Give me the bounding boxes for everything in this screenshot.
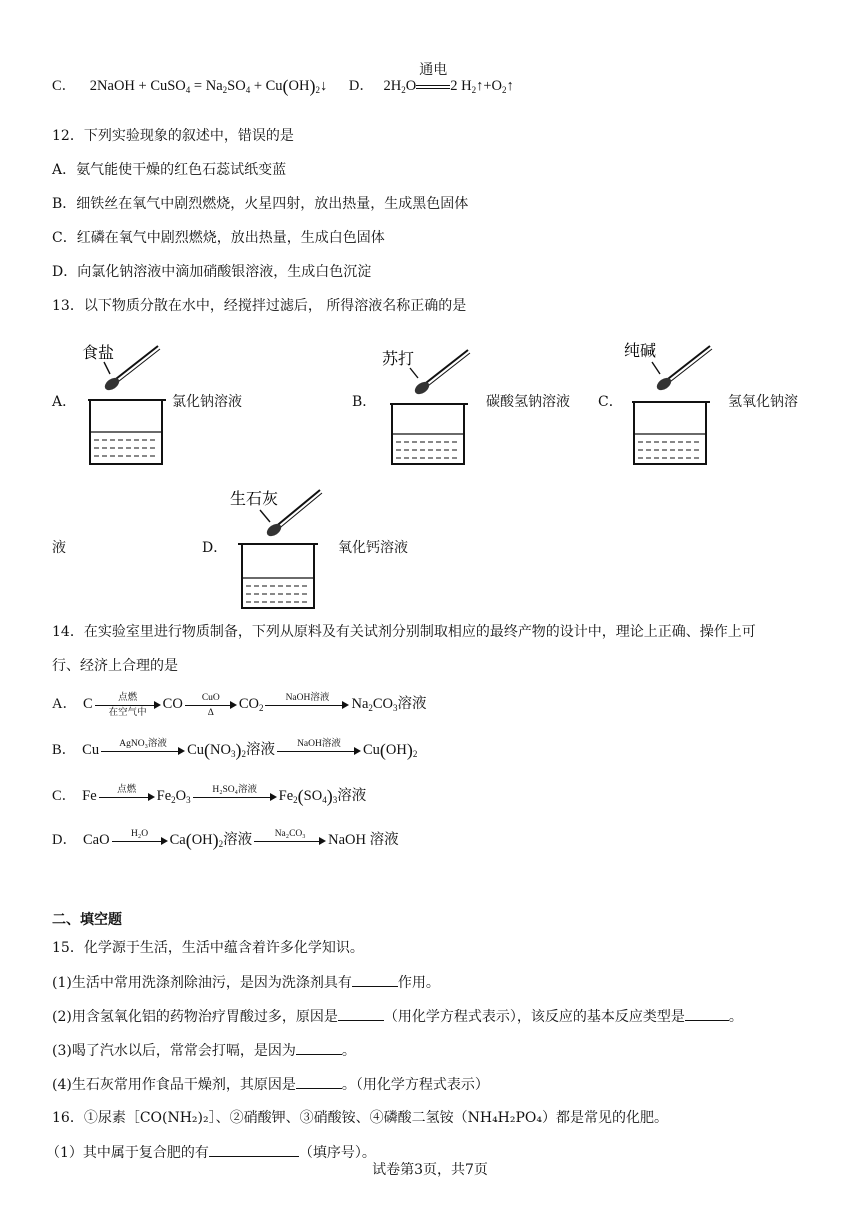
- q13-option-c-label: C．: [598, 394, 623, 410]
- q14-stem-line2: 行、经济上合理的是: [52, 658, 178, 674]
- answer-blank[interactable]: [685, 1006, 729, 1021]
- q15-stem: 15．化学源于生活，生活中蕴含着许多化学知识。: [52, 940, 364, 956]
- q13-option-c-solution: 氢氧化钠溶: [728, 394, 798, 410]
- q13-option-a-label: A．: [52, 394, 77, 410]
- figure-label-c: 纯碱: [624, 341, 657, 360]
- figure-label-a: 食盐: [82, 343, 115, 362]
- section-title-fill-in: 二、填空题: [52, 912, 122, 928]
- q16-stem: 16．①尿素［CO(NH₂)₂］、②硝酸钾、③硝酸铵、④磷酸二氢铵（NH₄H₂PO₄）都是常见的化肥。: [52, 1110, 669, 1126]
- answer-blank[interactable]: [296, 1040, 342, 1055]
- answer-blank[interactable]: [296, 1074, 342, 1089]
- page-footer: 试卷第3页，共7页: [372, 1162, 488, 1178]
- q14-option-d: D． CaO H₂O $Ca(OH)_2$溶液 Na₂CO₃ NaOH 溶液: [52, 828, 399, 850]
- q11-option-d-label: D．: [348, 78, 374, 94]
- q13-option-d-solution: 氧化钙溶液: [338, 540, 408, 556]
- q15-part4: (4)生石灰常用作食品干燥剂，其原因是 。（用化学方程式表示）: [52, 1074, 489, 1095]
- answer-blank[interactable]: [209, 1142, 299, 1157]
- q13-stem: 13．以下物质分散在水中，经搅拌过滤后， 所得溶液名称正确的是: [52, 298, 467, 314]
- q12-option-b: B．细铁丝在氧气中剧烈燃烧，火星四射，放出热量，生成黑色固体: [52, 196, 469, 212]
- q12-stem: 12．下列实验现象的叙述中，错误的是: [52, 128, 294, 144]
- q13-option-a-solution: 氯化钠溶液: [172, 394, 242, 410]
- beaker-figure-b: [380, 338, 475, 468]
- q11-options-line: [52, 62, 514, 100]
- q16-part1: （1）其中属于复合肥的有 （填序号）。: [46, 1142, 376, 1163]
- q11-option-c-label: C．: [52, 78, 77, 94]
- q15-part2: (2)用含氢氧化铝的药物治疗胃酸过多，原因是 （用化学方程式表示），该反应的基本反应类型是 。: [52, 1006, 743, 1027]
- q15-part1: (1)生活中常用洗涤剂除油污，是因为洗涤剂具有 作用。: [52, 972, 440, 993]
- q13-option-b-solution: 碳酸氢钠溶液: [486, 394, 570, 410]
- figure-label-d: 生石灰: [230, 489, 279, 508]
- beaker-figure-c: [622, 336, 717, 468]
- q13-option-d-label: D．: [202, 540, 228, 556]
- q14-option-c: C． Fe 点燃 $Fe_2O_3$ H₂SO₄溶液 $Fe_2(SO_4)_3$溶液: [52, 784, 367, 806]
- q11-option-c-equation: 2NaOH + CuSO$_4$ = $Na_2SO_4$ + $Cu(OH)_2↓$: [89, 76, 328, 96]
- q12-option-d: D．向氯化钠溶液中滴加硝酸银溶液，生成白色沉淀: [52, 264, 372, 280]
- q11-option-d-equation: $2H_2O$ 通电 2 $H_2↑+O_2↑$: [383, 62, 514, 95]
- q12-option-a: A．氨气能使干燥的红色石蕊试纸变蓝: [52, 162, 287, 178]
- beaker-figure-d: [228, 480, 328, 612]
- beaker-figure-a: [80, 338, 170, 468]
- q14-option-a: A． C 点燃 在空气中 CO CuO Δ $CO_2$ NaOH溶液 $Na_2CO_3$溶液: [52, 692, 427, 718]
- q14-stem-line1: 14．在实验室里进行物质制备，下列从原料及有关试剂分别制取相应的最终产物的设计中，理论上正确、操作上可: [52, 624, 756, 640]
- q12-option-c: C．红磷在氧气中剧烈燃烧，放出热量，生成白色固体: [52, 230, 385, 246]
- q13-option-b-label: B．: [352, 394, 377, 410]
- q13-option-c-wrap: 液: [52, 540, 66, 556]
- condition-electrolysis: 通电: [419, 62, 448, 78]
- q15-part3: (3)喝了汽水以后，常常会打嗝，是因为 。: [52, 1040, 356, 1061]
- answer-blank[interactable]: [338, 1006, 384, 1021]
- q14-option-b: B． Cu AgNO₃溶液 $Cu(NO_3)_2$溶液 NaOH溶液 $Cu(OH)_2$: [52, 738, 418, 760]
- figure-label-b: 苏打: [382, 349, 415, 368]
- answer-blank[interactable]: [352, 972, 398, 987]
